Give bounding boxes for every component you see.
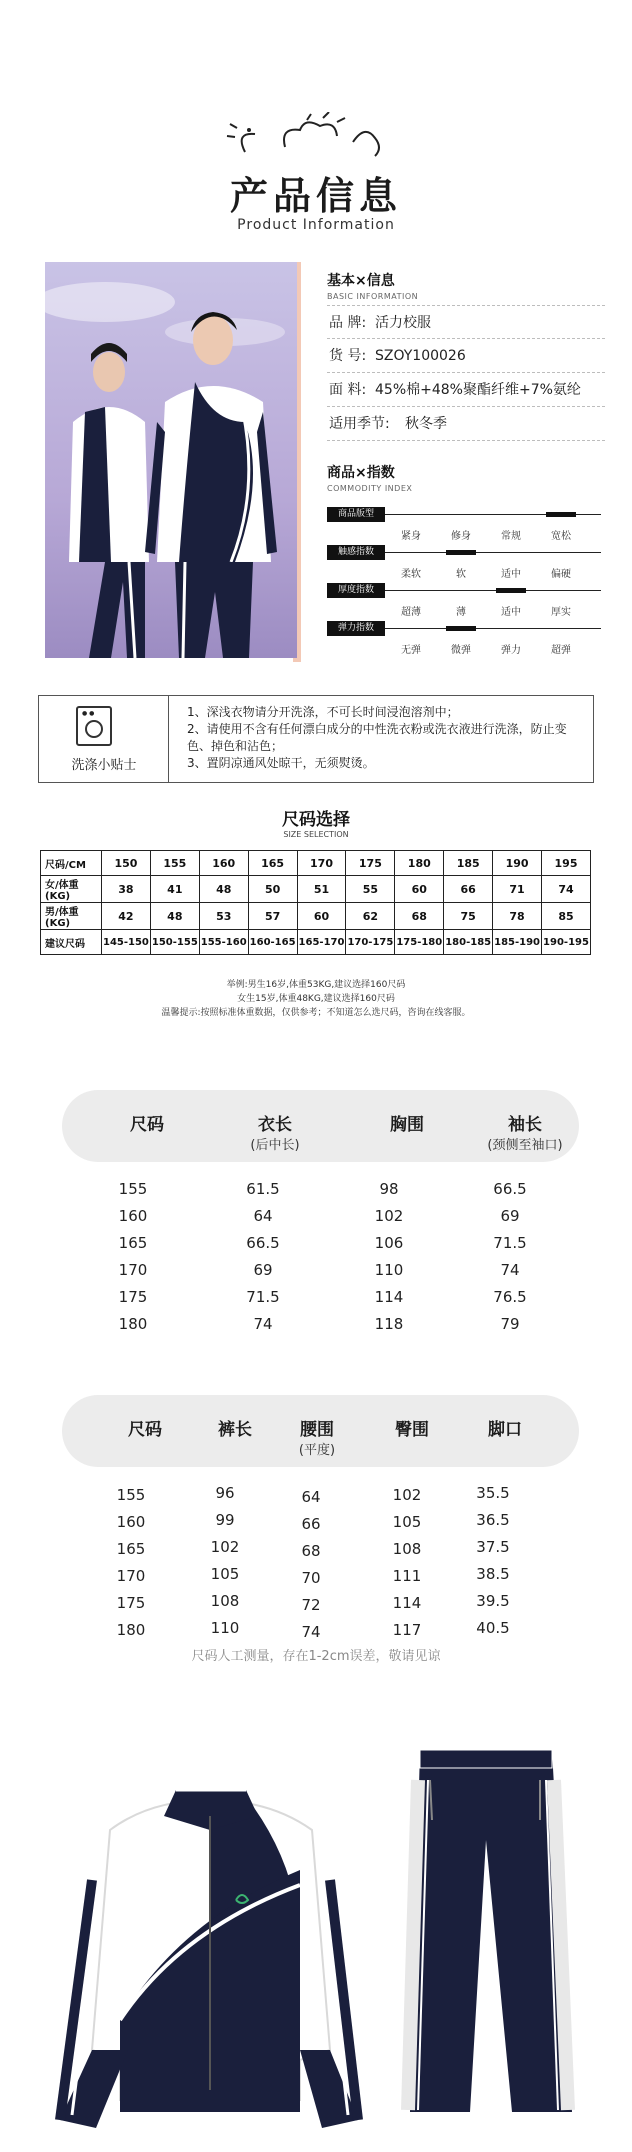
washing-machine-icon: ● ●	[76, 706, 112, 746]
table-row	[0, 1565, 632, 1593]
table-cell: 155	[118, 1180, 148, 1198]
index-option: 宽松	[551, 531, 571, 542]
table-cell: 106	[374, 1234, 404, 1252]
size-table-cell: 150	[102, 851, 151, 876]
size-table-row	[41, 903, 591, 930]
table-cell: 102	[392, 1486, 422, 1504]
size-table-cell: 155-160	[199, 930, 248, 955]
table-cell: 66.5	[246, 1234, 280, 1252]
measurement-note: 尺码人工测量，存在1-2cm误差，敬请见谅	[191, 1649, 441, 1664]
table-cell: 39.5	[476, 1592, 510, 1610]
index-label: 触感指数	[327, 545, 385, 560]
table-cell: 79	[500, 1315, 520, 1333]
size-table-cell: 155	[150, 851, 199, 876]
table-cell: 170	[116, 1567, 146, 1585]
size-table-cell: 60	[297, 903, 346, 930]
table-cell: 72	[301, 1596, 321, 1614]
basic-info-section	[327, 270, 605, 441]
index-option: 修身	[451, 531, 471, 542]
table-cell: 117	[392, 1621, 422, 1639]
top-header-length: 衣长	[258, 1115, 292, 1135]
pants-table-header	[62, 1395, 579, 1467]
size-table-cell: 41	[150, 876, 199, 903]
top-table-header	[62, 1090, 579, 1162]
info-label: 面 料:	[329, 382, 367, 398]
size-table-cell: 66	[444, 876, 493, 903]
size-table-cell: 50	[248, 876, 297, 903]
table-cell: 108	[210, 1592, 240, 1610]
table-row	[0, 1261, 632, 1289]
size-selection-table	[40, 850, 591, 955]
top-header-sleeve: 袖长	[508, 1115, 542, 1135]
size-selection-subtitle: SIZE SELECTION	[283, 830, 349, 839]
size-table-cell: 160-165	[248, 930, 297, 955]
size-table-cell: 195	[542, 851, 591, 876]
size-table-cell: 38	[102, 876, 151, 903]
table-cell: 96	[215, 1484, 235, 1502]
table-cell: 64	[253, 1207, 273, 1225]
size-table-row-label: 男/体重(KG)	[41, 903, 102, 930]
table-cell: 114	[392, 1594, 422, 1612]
table-cell: 105	[210, 1565, 240, 1583]
table-cell: 68	[301, 1542, 321, 1560]
size-table-cell: 185	[444, 851, 493, 876]
index-option: 常规	[501, 531, 521, 542]
table-row	[0, 1234, 632, 1262]
product-images	[0, 1720, 632, 2140]
commodity-index-title: 商品×指数	[327, 465, 395, 481]
size-table-cell: 53	[199, 903, 248, 930]
table-cell: 70	[301, 1569, 321, 1587]
size-table-cell: 75	[444, 903, 493, 930]
table-cell: 64	[301, 1488, 321, 1506]
page-title: 产品信息	[229, 174, 402, 218]
washing-label: 洗涤小贴士	[71, 758, 137, 773]
table-row	[0, 1592, 632, 1620]
table-cell: 74	[301, 1623, 321, 1641]
washing-tips-text	[187, 704, 587, 772]
table-cell: 110	[210, 1619, 240, 1637]
table-cell: 102	[210, 1538, 240, 1556]
table-cell: 69	[500, 1207, 520, 1225]
info-value: SZOY100026	[375, 348, 466, 364]
pants-header-hem: 脚口	[488, 1420, 522, 1440]
size-table-cell: 175	[346, 851, 395, 876]
table-row	[0, 1511, 632, 1539]
index-option: 弹力	[501, 645, 521, 656]
table-cell: 170	[118, 1261, 148, 1279]
table-row	[0, 1288, 632, 1316]
pants-header-waist: 腰围	[300, 1420, 334, 1440]
top-header-size: 尺码	[130, 1115, 164, 1135]
pants-header-size: 尺码	[128, 1420, 162, 1440]
table-cell: 36.5	[476, 1511, 510, 1529]
info-label: 适用季节:	[329, 416, 390, 432]
size-table-cell: 51	[297, 876, 346, 903]
size-table-row	[41, 876, 591, 903]
size-table-row	[41, 851, 591, 876]
page-header	[0, 100, 632, 240]
index-option: 超薄	[401, 607, 421, 618]
table-cell: 105	[392, 1513, 422, 1531]
top-header-chest: 胸围	[390, 1115, 424, 1135]
index-option: 紧身	[401, 531, 421, 542]
table-cell: 98	[379, 1180, 399, 1198]
index-option: 厚实	[551, 607, 571, 618]
table-row	[0, 1207, 632, 1235]
index-scale-line	[385, 590, 601, 591]
index-row	[327, 541, 605, 579]
size-table-cell: 180-185	[444, 930, 493, 955]
commodity-index-section	[327, 462, 605, 655]
info-label: 品 牌:	[329, 315, 367, 331]
size-table-cell: 170	[297, 851, 346, 876]
top-subheader-length: (后中长)	[250, 1138, 300, 1153]
index-selected-marker	[446, 626, 476, 631]
table-row	[0, 1538, 632, 1566]
size-table-row-label: 尺码/CM	[41, 851, 102, 876]
size-table-cell: 150-155	[150, 930, 199, 955]
basic-info-subtitle: BASIC INFORMATION	[327, 292, 419, 301]
index-option: 偏硬	[551, 569, 571, 580]
size-selection-title: 尺码选择	[282, 810, 350, 830]
size-table-cell: 55	[346, 876, 395, 903]
size-table-cell: 160	[199, 851, 248, 876]
size-table-cell: 190	[493, 851, 542, 876]
index-row	[327, 503, 605, 541]
index-option: 适中	[501, 569, 521, 580]
table-cell: 66.5	[493, 1180, 527, 1198]
table-cell: 175	[118, 1288, 148, 1306]
washing-tip: 1、深浅衣物请分开洗涤，不可长时间浸泡溶剂中；	[187, 705, 459, 719]
info-value: 活力校服	[375, 315, 431, 331]
table-cell: 180	[116, 1621, 146, 1639]
size-table-row-label: 女/体重(KG)	[41, 876, 102, 903]
table-cell: 99	[215, 1511, 235, 1529]
table-cell: 111	[392, 1567, 422, 1585]
index-option: 微弹	[451, 645, 471, 656]
size-table-cell: 165-170	[297, 930, 346, 955]
size-table-cell: 68	[395, 903, 444, 930]
index-option: 柔软	[401, 569, 421, 580]
top-subheader-sleeve: (颈侧至袖口)	[487, 1138, 563, 1153]
washing-tip: 3、置阴凉通风处晾干，无须熨烫。	[187, 756, 375, 770]
table-cell: 61.5	[246, 1180, 280, 1198]
index-selected-marker	[546, 512, 576, 517]
size-table-row	[41, 930, 591, 955]
table-cell: 35.5	[476, 1484, 510, 1502]
table-cell: 102	[374, 1207, 404, 1225]
table-cell: 110	[374, 1261, 404, 1279]
table-cell: 108	[392, 1540, 422, 1558]
pants-image	[408, 1750, 572, 2112]
size-table-cell: 185-190	[493, 930, 542, 955]
pants-subheader-waist: (平度)	[298, 1443, 336, 1458]
index-scale-line	[385, 628, 601, 629]
index-scale-line	[385, 552, 601, 553]
doodle-decoration-icon	[225, 112, 405, 172]
table-cell: 160	[116, 1513, 146, 1531]
size-note: 女生15岁,体重48KG,建议选择160尺码	[237, 994, 395, 1004]
pants-header-hip: 臀围	[395, 1420, 429, 1440]
table-cell: 118	[374, 1315, 404, 1333]
size-table-cell: 71	[493, 876, 542, 903]
table-cell: 71.5	[246, 1288, 280, 1306]
table-row	[0, 1315, 632, 1343]
table-cell: 180	[118, 1315, 148, 1333]
table-cell: 165	[116, 1540, 146, 1558]
size-table-cell: 74	[542, 876, 591, 903]
size-table-cell: 60	[395, 876, 444, 903]
index-label: 商品版型	[327, 507, 385, 522]
size-table-cell: 62	[346, 903, 395, 930]
size-table-cell: 42	[102, 903, 151, 930]
model-photo	[45, 262, 301, 662]
info-row-item-no	[327, 339, 605, 373]
table-cell: 38.5	[476, 1565, 510, 1583]
table-cell: 155	[116, 1486, 146, 1504]
index-label: 厚度指数	[327, 583, 385, 598]
size-table-cell: 145-150	[102, 930, 151, 955]
index-option: 软	[456, 569, 466, 580]
table-cell: 160	[118, 1207, 148, 1225]
index-list	[327, 503, 605, 655]
size-notes	[0, 978, 632, 1020]
washing-tips-box	[38, 695, 594, 783]
info-value: 秋冬季	[405, 416, 447, 432]
washing-icon-cell	[39, 696, 169, 782]
pants-header-length: 裤长	[218, 1420, 252, 1440]
index-option: 超弹	[551, 645, 571, 656]
table-cell: 37.5	[476, 1538, 510, 1556]
size-table-cell: 48	[199, 876, 248, 903]
page-subtitle: Product Information	[237, 217, 395, 233]
size-table-row-label: 建议尺码	[41, 930, 102, 955]
info-row-season	[327, 407, 605, 441]
table-cell: 40.5	[476, 1619, 510, 1637]
size-table-cell: 48	[150, 903, 199, 930]
index-option: 适中	[501, 607, 521, 618]
info-row-brand	[327, 305, 605, 339]
size-table-cell: 78	[493, 903, 542, 930]
size-table-cell: 165	[248, 851, 297, 876]
table-cell: 74	[500, 1261, 520, 1279]
index-label: 弹力指数	[327, 621, 385, 636]
index-row	[327, 579, 605, 617]
table-cell: 71.5	[493, 1234, 527, 1252]
size-table-cell: 175-180	[395, 930, 444, 955]
table-cell: 175	[116, 1594, 146, 1612]
index-option: 薄	[456, 607, 466, 618]
size-table-cell: 57	[248, 903, 297, 930]
table-row	[0, 1619, 632, 1647]
size-table-cell: 85	[542, 903, 591, 930]
size-note: 举例:男生16岁,体重53KG,建议选择160尺码	[226, 980, 406, 990]
info-row-fabric	[327, 373, 605, 407]
table-cell: 69	[253, 1261, 273, 1279]
table-row	[0, 1180, 632, 1208]
table-row	[0, 1484, 632, 1512]
size-table-cell: 170-175	[346, 930, 395, 955]
table-cell: 76.5	[493, 1288, 527, 1306]
washing-tip: 2、请使用不含有任何漂白成分的中性洗衣粉或洗衣液进行洗涤，防止变色、掉色和沾色；	[187, 722, 567, 753]
size-table-cell: 190-195	[542, 930, 591, 955]
jacket-image	[60, 1790, 358, 2128]
info-value: 45%棉+48%聚酯纤维+7%氨纶	[375, 382, 581, 398]
commodity-index-subtitle: COMMODITY INDEX	[327, 484, 413, 493]
size-table-cell: 180	[395, 851, 444, 876]
index-selected-marker	[496, 588, 526, 593]
table-cell: 165	[118, 1234, 148, 1252]
table-cell: 66	[301, 1515, 321, 1533]
size-note: 温馨提示:按照标准体重数据，仅供参考；不知道怎么选尺码，咨询在线客服。	[161, 1008, 471, 1018]
table-cell: 114	[374, 1288, 404, 1306]
index-row	[327, 617, 605, 655]
info-label: 货 号:	[329, 348, 367, 364]
index-option: 无弹	[401, 645, 421, 656]
basic-info-title: 基本×信息	[327, 273, 395, 289]
table-cell: 74	[253, 1315, 273, 1333]
index-selected-marker	[446, 550, 476, 555]
